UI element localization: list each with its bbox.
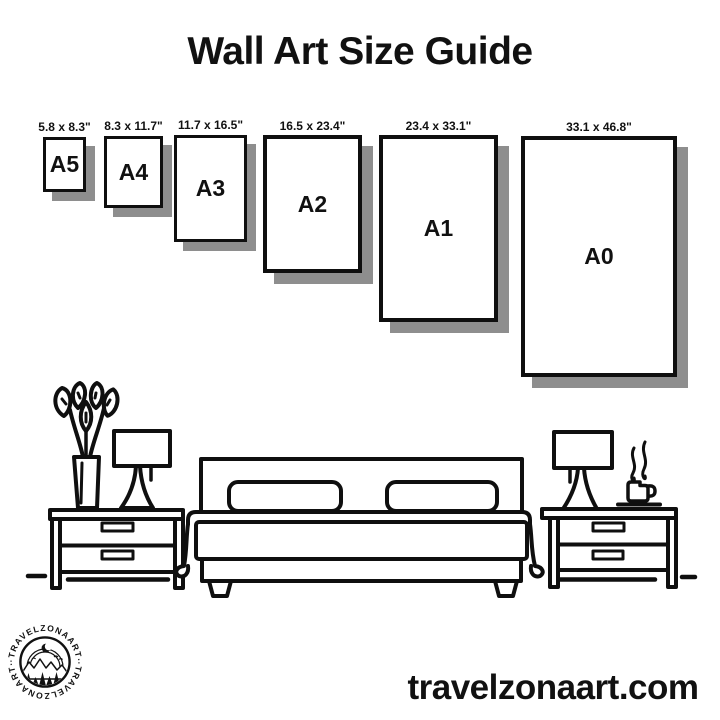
table-lamp-left-icon	[114, 431, 170, 508]
coffee-cup-icon	[618, 442, 660, 505]
size-letter-label: A1	[423, 215, 454, 241]
table-lamp-right-icon	[554, 432, 612, 509]
size-letter-label: A5	[49, 151, 80, 177]
size-box-a5	[38, 120, 91, 192]
size-dimensions-label: 11.7 x 16.5"	[177, 118, 244, 132]
nightstand-left	[50, 510, 183, 588]
size-box-a3	[174, 118, 247, 242]
svg-text:·TRAVELZONAART·: ·TRAVELZONAART·	[5, 661, 85, 702]
size-dimensions-label: 8.3 x 11.7"	[104, 119, 163, 133]
logo-text-top: ·TRAVELZONAART·	[5, 622, 85, 663]
size-box-a1	[379, 119, 498, 322]
bedroom-illustration	[0, 380, 720, 605]
brand-logo	[2, 616, 90, 710]
size-dimensions-label: 16.5 x 23.4"	[279, 119, 346, 133]
vase	[74, 457, 99, 508]
size-letter-label: A4	[118, 158, 149, 185]
page-title: Wall Art Size Guide	[187, 30, 533, 73]
size-letter-label: A2	[297, 190, 328, 217]
size-box-a0	[521, 120, 677, 377]
size-box-a4	[104, 119, 163, 208]
size-letter-label: A3	[195, 175, 226, 201]
nightstand-right	[542, 509, 676, 587]
plant-icon	[54, 383, 120, 508]
size-box-a2	[263, 119, 362, 273]
size-letter-label: A0	[584, 243, 614, 269]
website-url: travelzonaart.com	[407, 668, 699, 707]
size-dimensions-label: 33.1 x 46.8"	[566, 120, 632, 134]
size-dimensions-label: 23.4 x 33.1"	[405, 119, 472, 133]
size-dimensions-label: 5.8 x 8.3"	[38, 120, 91, 134]
bed-illustration	[176, 459, 542, 596]
